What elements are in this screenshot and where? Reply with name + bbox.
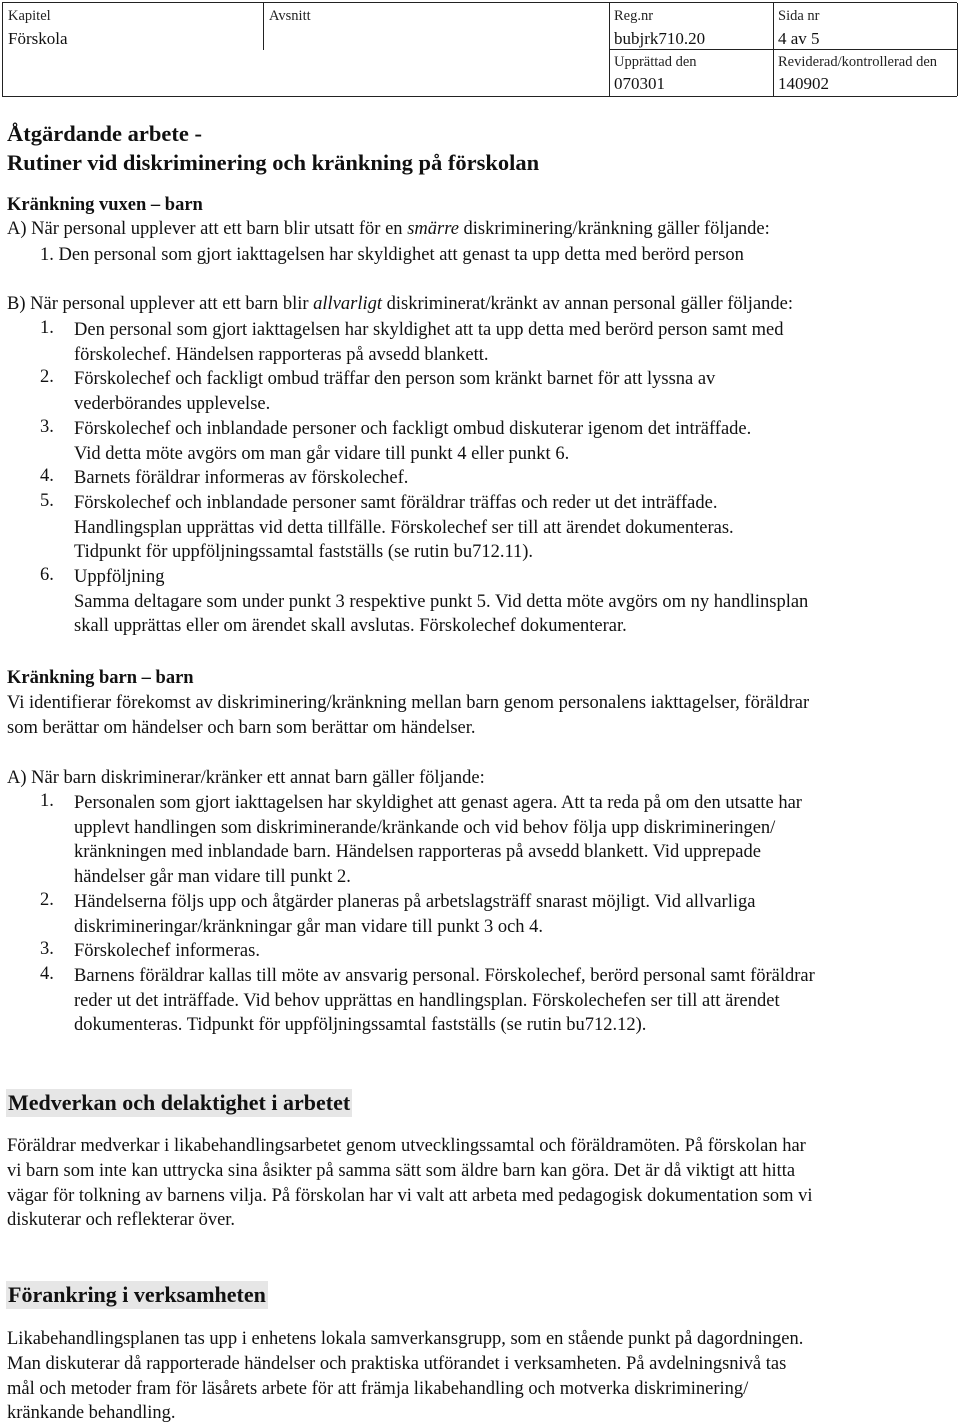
list-item-line: Händelserna följs upp och åtgärder planeras på arbetslagsträff snarast möjligt. Vid allvarliga [74,891,756,912]
kapitel-label: Kapitel [8,8,51,24]
section-heading-medverkan: Medverkan och delaktighet i arbetet [8,1090,351,1115]
list-item-line: händelser går man vidare till punkt 2. [74,867,351,888]
reviderad-value: 140902 [778,74,829,93]
list-item-line: Uppföljning [74,567,165,587]
list-item-line: Vid detta möte avgörs om man går vidare till punkt 4 eller punkt 6. [74,443,570,464]
list-item-line: kränkningen med inblandade barn. Händelsen rapporteras på avsedd blankett. Vid upprepade [74,842,761,863]
list-item-line: skall upprättas eller om ärendet skall avslutas. Förskolechef dokumenterar. [74,616,627,637]
document-header [2,2,957,97]
s1-a-line: A) När personal upplever att ett barn blir utsatt för en smärre diskriminering/kränkning gäller följande: [7,219,770,239]
list-item-line: Barnets föräldrar informeras av förskolechef. [74,468,409,489]
regnr-label: Reg.nr [614,8,654,24]
s2-intro-line: Vi identifierar förekomst av diskriminering/kränkning mellan barn genom personalens iakttagelser, föräldrar [7,693,810,713]
page-title-line-2: Rutiner vid diskriminering och kränkning på förskolan [7,150,540,175]
page-title-line-1: Åtgärdande arbete - [7,121,202,146]
list-item-number: 1. [40,791,54,811]
list-item-number: 5. [40,490,54,511]
list-item-line: Den personal som gjort iakttagelsen har skyldighet att ta upp detta med berörd person samt med [74,320,784,340]
list-item-line: reder ut det inträffade. Vid behov upprättas en handlingsplan. Förskolechefen ser till att ärendet [74,990,780,1011]
section-heading-forankring: Förankring i verksamheten [8,1282,266,1307]
list-item-number: 4. [40,466,54,487]
list-item-line: vederbörandes upplevelse. [74,394,271,415]
list-item-line: Samma deltagare som under punkt 3 respektive punkt 5. Vid detta möte avgörs om ny handlinsplan [74,591,809,612]
list-item-line: dokumenteras. Tidpunkt för uppföljningssamtal fastställs (se rutin bu712.12). [74,1015,647,1036]
list-item-line: Förskolechef och inblandade personer och fackligt ombud diskuterar igenom det inträffade. [74,418,752,439]
avsnitt-label: Avsnitt [269,8,311,24]
s3-line: Föräldrar medverkar i likabehandlingsarbetet genom utvecklingssamtal och föräldramöten. På förskolan har [7,1136,806,1156]
s4-line: Man diskuterar då rapporterade händelser och praktiska utförandet i verksamheten. På avdelningsnivå tas [7,1354,787,1374]
list-item-line: upplevt handlingen som diskriminerande/kränkande och vid behov följa upp diskrimineringen/ [74,817,776,838]
list-item-number: 3. [40,939,54,960]
s2-a-line: A) När barn diskriminerar/kränker ett annat barn gäller följande: [7,768,485,788]
s1-b-line: B) När personal upplever att ett barn blir allvarligt diskriminerat/kränkt av annan personal gäller följande: [7,294,794,314]
list-item-number: 4. [40,963,54,984]
s3-line: vägar för tolkning av barnens vilja. På förskolan har vi valt att arbeta med pedagogisk dokumentation som vi [7,1186,813,1206]
s1-a-item: 1. Den personal som gjort iakttagelsen har skyldighet att genast ta upp detta med berörd person [40,245,744,265]
list-item-line: Förskolechef informeras. [74,941,260,962]
list-item-number: 3. [40,416,54,437]
list-item-number: 2. [40,367,54,388]
s2-intro-line: som berättar om händelser och barn som berättar om händelser. [7,718,476,738]
list-item-line: Personalen som gjort iakttagelsen har skyldighet att genast agera. Att ta reda på om den utsatte har [74,793,802,813]
section-heading-barn-barn: Kränkning barn – barn [7,668,194,688]
sida-label: Sida nr [778,8,820,24]
list-item-line: Handlingsplan upprättas vid detta tillfälle. Förskolechef ser till att ärendet dokumenteras. [74,517,734,538]
list-item-line: Förskolechef och inblandade personer samt föräldrar träffas och reder ut det inträffade. [74,492,718,513]
upprattad-label: Upprättad den [614,54,697,70]
regnr-value: bubjrk710.20 [614,29,706,48]
list-item-number: 2. [40,889,54,910]
list-item-line: Barnens föräldrar kallas till möte av ansvarig personal. Förskolechef, berörd personal samt föräldrar [74,965,815,986]
list-item-line: Tidpunkt för uppföljningssamtal fastställs (se rutin bu712.11). [74,542,534,563]
list-item-line: diskrimineringar/kränkningar går man vidare till punkt 3 och 4. [74,916,544,937]
list-item-line: förskolechef. Händelsen rapporteras på avsedd blankett. [74,344,489,365]
kapitel-value: Förskola [8,29,68,48]
list-item-number: 1. [40,318,54,338]
s4-line: Likabehandlingsplanen tas upp i enhetens lokala samverkansgrupp, som en stående punkt på dagordningen. [7,1329,804,1349]
reviderad-label: Reviderad/kontrollerad den [778,54,938,70]
s4-line: kränkande behandling. [7,1403,176,1423]
list-item-line: Förskolechef och fackligt ombud träffar den person som kränkt barnet för att lyssna av [74,369,716,390]
s3-line: diskuterar och reflekterar över. [7,1210,236,1230]
upprattad-value: 070301 [614,74,665,93]
list-item-number: 6. [40,565,54,585]
sida-value: 4 av 5 [778,29,820,48]
s4-line: mål och metoder fram för läsårets arbete för att främja likabehandling och motverka diskriminering/ [7,1379,749,1399]
s3-line: vi barn som inte kan uttrycka sina åsikter på samma sätt som äldre barn kan göra. Det är då viktigt att hitta [7,1161,796,1181]
section-heading-vuxen-barn: Kränkning vuxen – barn [7,195,203,215]
